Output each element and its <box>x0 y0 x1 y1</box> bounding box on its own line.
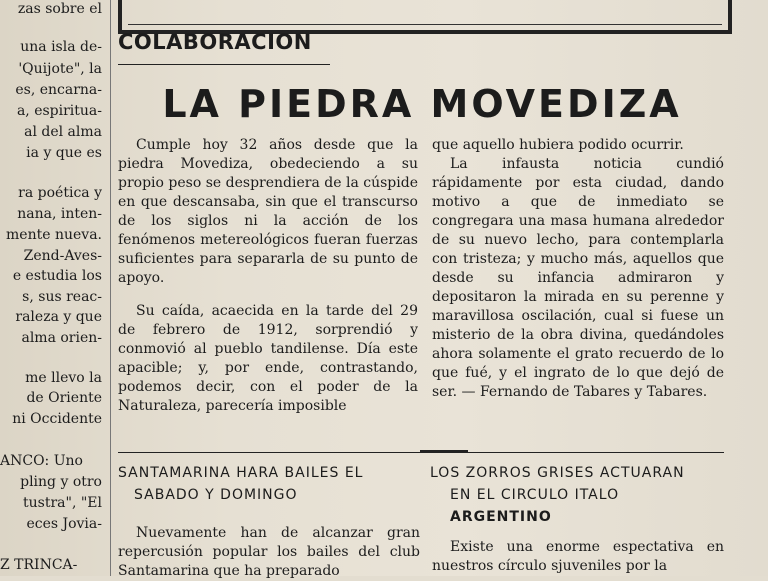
story-paragraph: Nuevamente han de alcanzar gran repercusión popular los bailes del club Santamarina que ha preparado <box>118 525 420 579</box>
fragment-line: eces Jovia- <box>26 516 102 532</box>
story-heading-line: LOS ZORROS GRISES ACTUARAN <box>430 465 685 481</box>
fragment-line: de Oriente <box>26 390 102 406</box>
fragment-line: raleza y que <box>15 309 102 325</box>
fragment-line: a, espiritua- <box>16 103 102 119</box>
fragment-line: una isla de- <box>20 39 102 55</box>
story-heading-zorros-grises <box>430 462 730 528</box>
boxed-item-border <box>118 0 732 34</box>
story-heading-line: EN EL CIRCULO ITALO <box>450 487 620 503</box>
article-paragraph: Su caída, acaecida en la tarde del 29 de febrero de 1912, sorprendió y conmovió al pueblo tandilense. Día este apacible; y, por ende, contrastando, podemos decir, con el poder de la Naturaleza, parecería imposible <box>118 303 418 414</box>
fragment-line: al del alma <box>24 124 102 140</box>
fragment-line: ANCO: Uno <box>0 453 83 469</box>
fragment-line: me llevo la <box>25 370 102 386</box>
fragment-line: Z TRINCA- <box>0 557 78 573</box>
fragment-line: alma orien- <box>21 330 102 346</box>
article-headline: LA PIEDRA MOVEDIZA <box>162 82 682 126</box>
paragraph-gap <box>118 288 418 302</box>
story-heading-line: ARGENTINO <box>450 509 552 525</box>
fragment-line: ia y que es <box>26 145 102 161</box>
section-heading: COLABORACION <box>118 30 312 54</box>
story-paragraph: Existe una enorme espectativa en nuestros círculo sjuveniles por la <box>432 539 724 574</box>
inner-rule <box>128 24 722 25</box>
left-column-fragment <box>0 0 104 576</box>
story-heading-santamarina <box>118 462 422 506</box>
article-column-2 <box>432 136 724 402</box>
story-heading-line: SANTAMARINA HARA BAILES EL <box>118 465 364 481</box>
fragment-line: nana, inten- <box>17 206 102 222</box>
article-paragraph: La infausta noticia cundió rápidamente por esta ciudad, dando motivo a que de inmediato se congregara una masa humana alrededor de su nuevo lecho, para contemplarla con tristeza; y mucho más, aquellos que desde su infancia admiraron y depositaron la mirada en su perenne y maravillosa oscilación, cual si fuese un misterio de la obra divina, quedándoles ahora solamente el grato recuerdo de lo que fué, y el ingrato de lo que dejó de ser. — Fernando de Tabares y Tabares. <box>432 156 724 400</box>
fragment-line: pling y otro <box>20 474 102 490</box>
fragment-line: mente nueva. <box>6 227 102 243</box>
fragment-line: es, encarna- <box>15 82 102 98</box>
fragment-line: e estudia los <box>12 268 102 284</box>
story-body-santamarina <box>118 524 420 581</box>
column-divider <box>110 0 111 576</box>
article-column-1 <box>118 136 418 416</box>
fragment-line: zas sobre el <box>17 1 102 17</box>
fragment-line: 'Quijote", la <box>18 61 102 77</box>
article-paragraph: Cumple hoy 32 años desde que la piedra Movediza, obedeciendo a su propio peso se desprendiera de la cúspide en que descansaba, sin que el transcurso de los siglos ni la acción de los fenómenos metereológicos fueran fuerzas suficientes para separarla de su punto de apoyo. <box>118 137 418 286</box>
story-divider-rule <box>118 452 724 453</box>
fragment-line: ni Occidente <box>12 411 102 427</box>
fragment-line: Zend-Aves- <box>23 248 102 264</box>
article-paragraph: que aquello hubiera podido ocurrir. <box>432 137 684 153</box>
story-heading-line: SABADO Y DOMINGO <box>134 487 298 503</box>
section-rule <box>118 64 330 65</box>
fragment-line: tustra", "El <box>23 495 102 511</box>
fragment-line: s, sus reac- <box>22 289 102 305</box>
story-body-zorros-grises <box>432 538 724 576</box>
fragment-line: ra poética y <box>18 185 102 201</box>
